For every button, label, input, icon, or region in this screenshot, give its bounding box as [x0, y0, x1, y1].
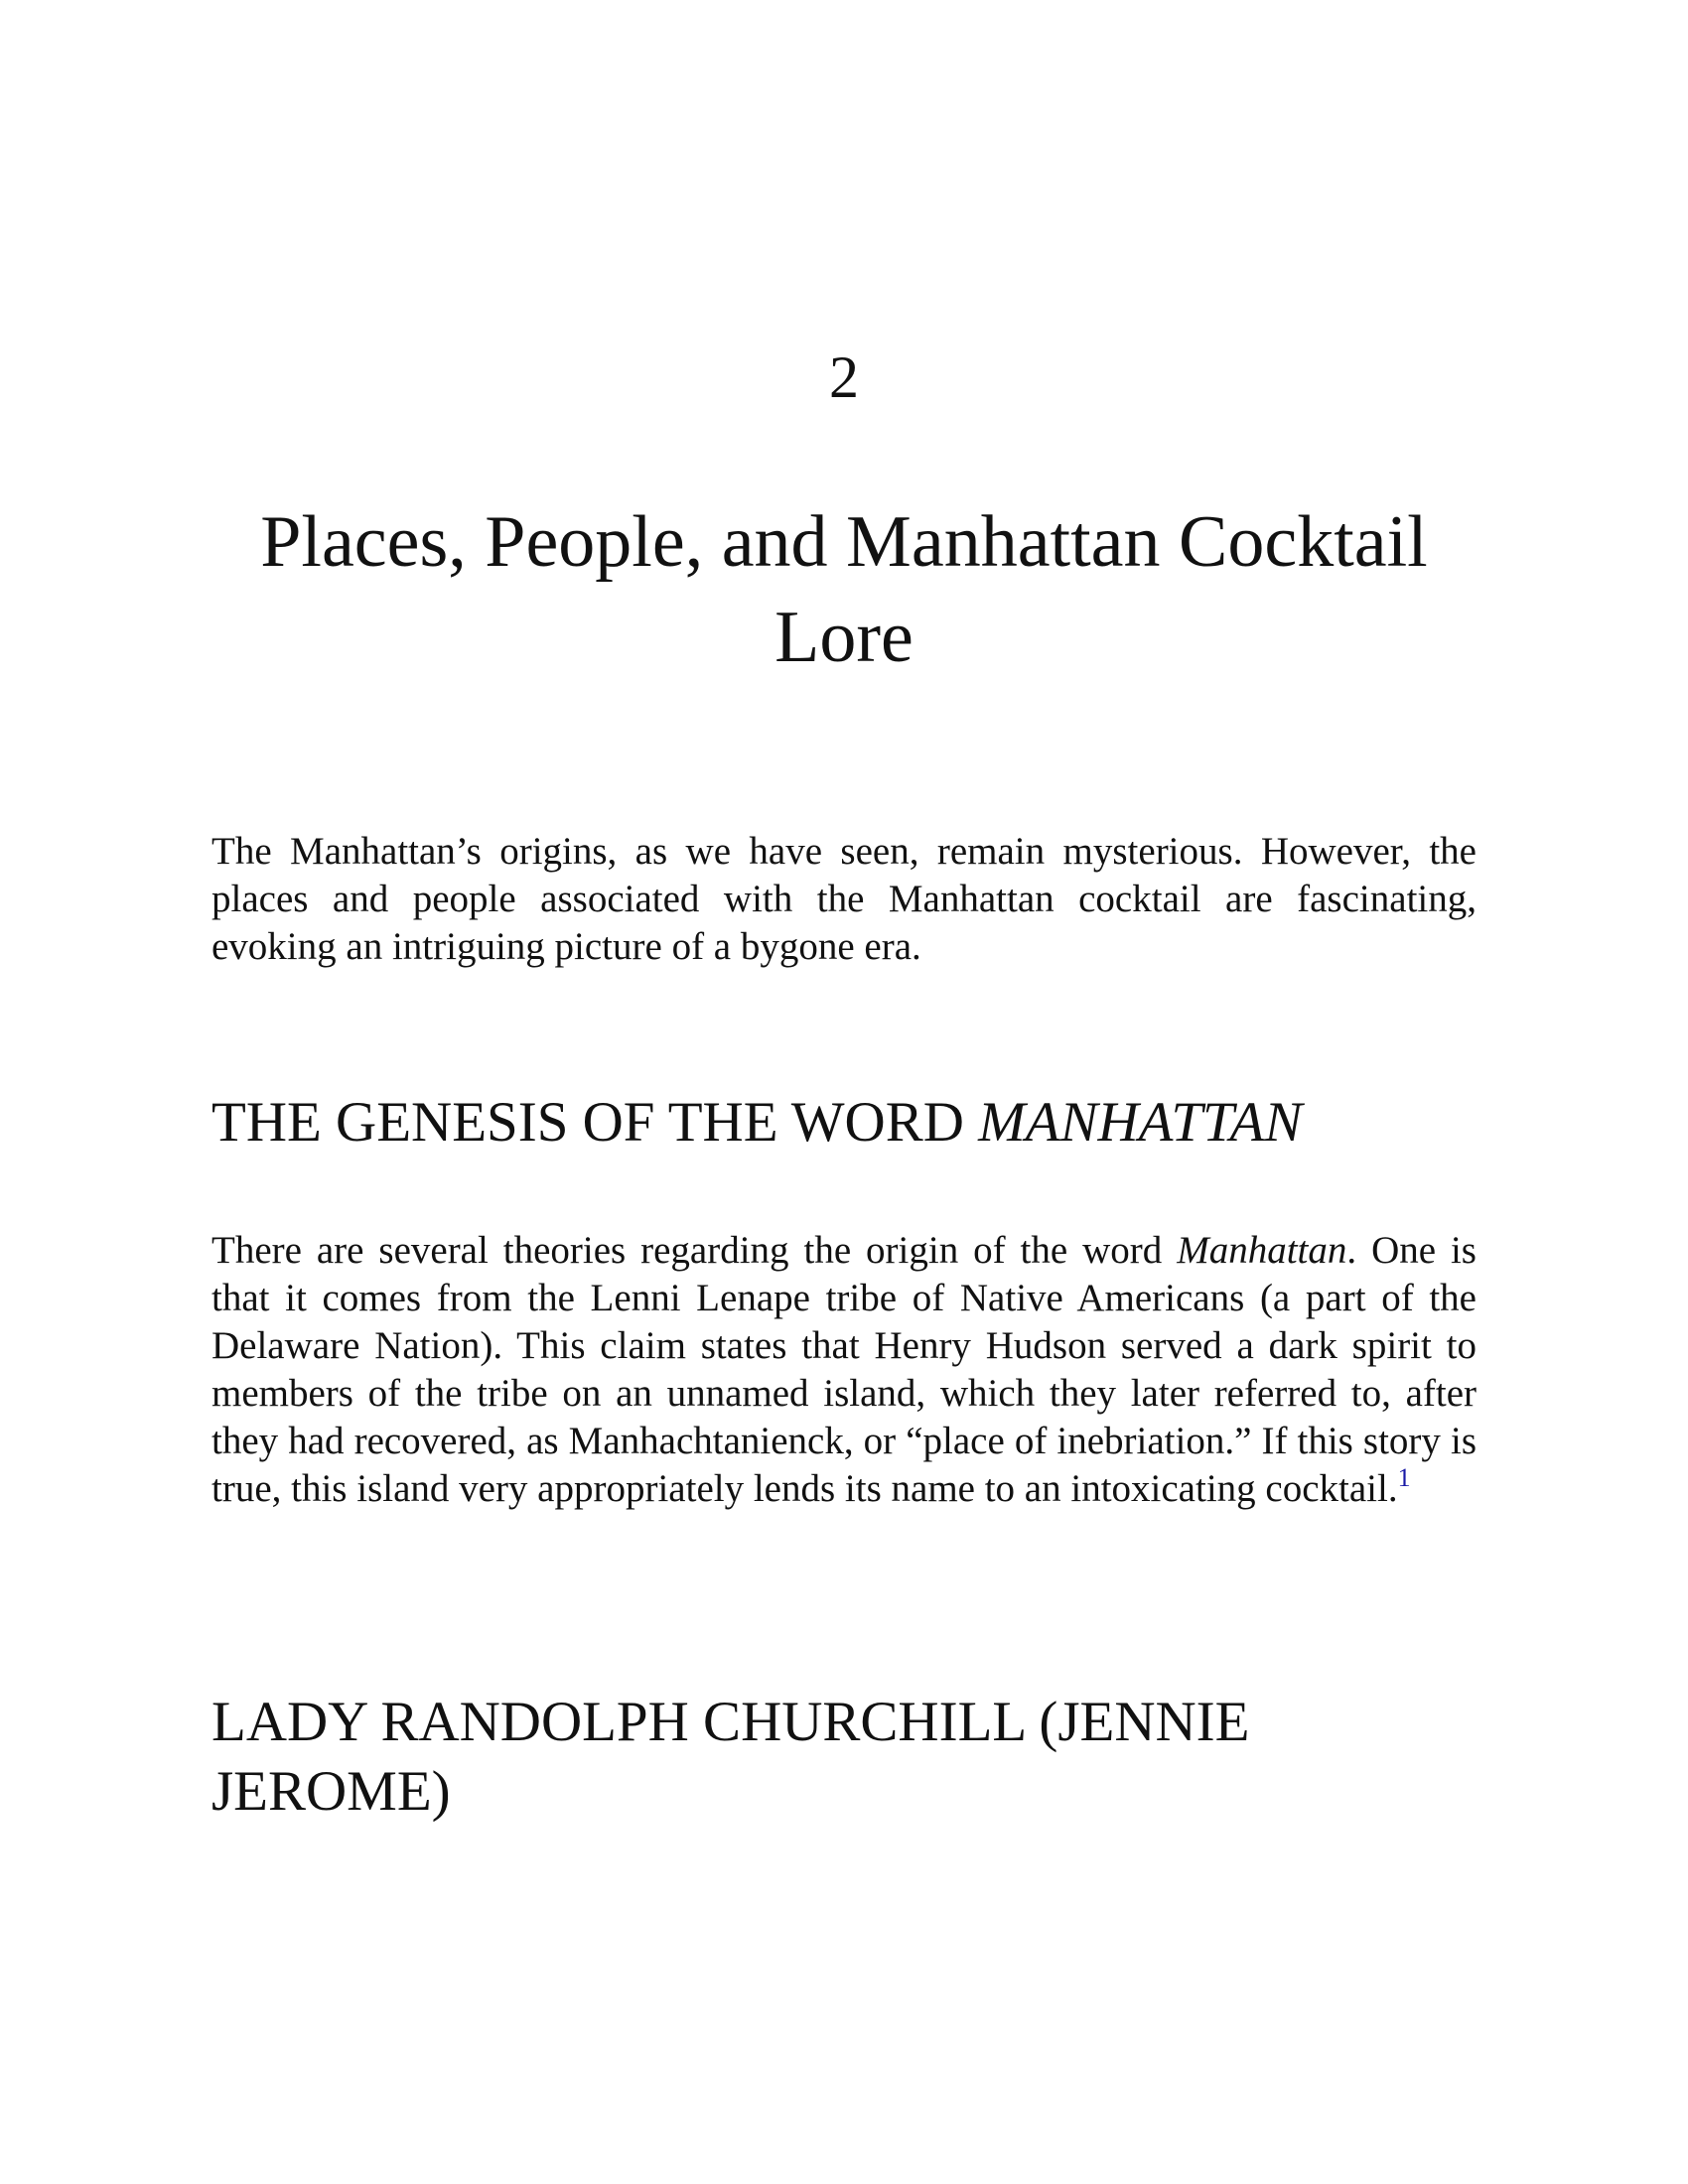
footnote-link[interactable]: 1	[1397, 1463, 1411, 1492]
chapter-title: Places, People, and Manhattan Cocktail Lore	[260, 501, 1428, 678]
genesis-text-part2: . One is that it comes from the Lenni Lenape tribe of Native Americans (a part of the Delaware Nation). This claim states that Henry Hudson served a dark spirit to members of the tribe on an unnamed island, which they later referred to, after they had recovered, as Manhachtanienck, or “place of inebriation.” If this story is true, this island very appropriately lends its name to an intoxicating cocktail.	[211, 1229, 1477, 1510]
intro-paragraph: The Manhattan’s origins, as we have seen, remain mysterious. However, the places and people associated with the Manhattan cocktail are fascinating, evoking an intriguing picture of a bygone era.	[211, 830, 1477, 968]
genesis-paragraph	[211, 1227, 1477, 1513]
genesis-text-italic: Manhattan	[1177, 1229, 1347, 1272]
heading-genesis-prefix: THE GENESIS OF THE WORD	[211, 1091, 979, 1154]
section-heading-churchill: LADY RANDOLPH CHURCHILL (JENNIE JEROME)	[211, 1691, 1250, 1823]
heading-genesis-italic: MANHATTAN	[978, 1091, 1303, 1154]
genesis-text-part1: There are several theories regarding the origin of the word	[211, 1229, 1178, 1272]
chapter-number: 2	[829, 344, 859, 410]
section-heading-genesis	[211, 1088, 1477, 1158]
